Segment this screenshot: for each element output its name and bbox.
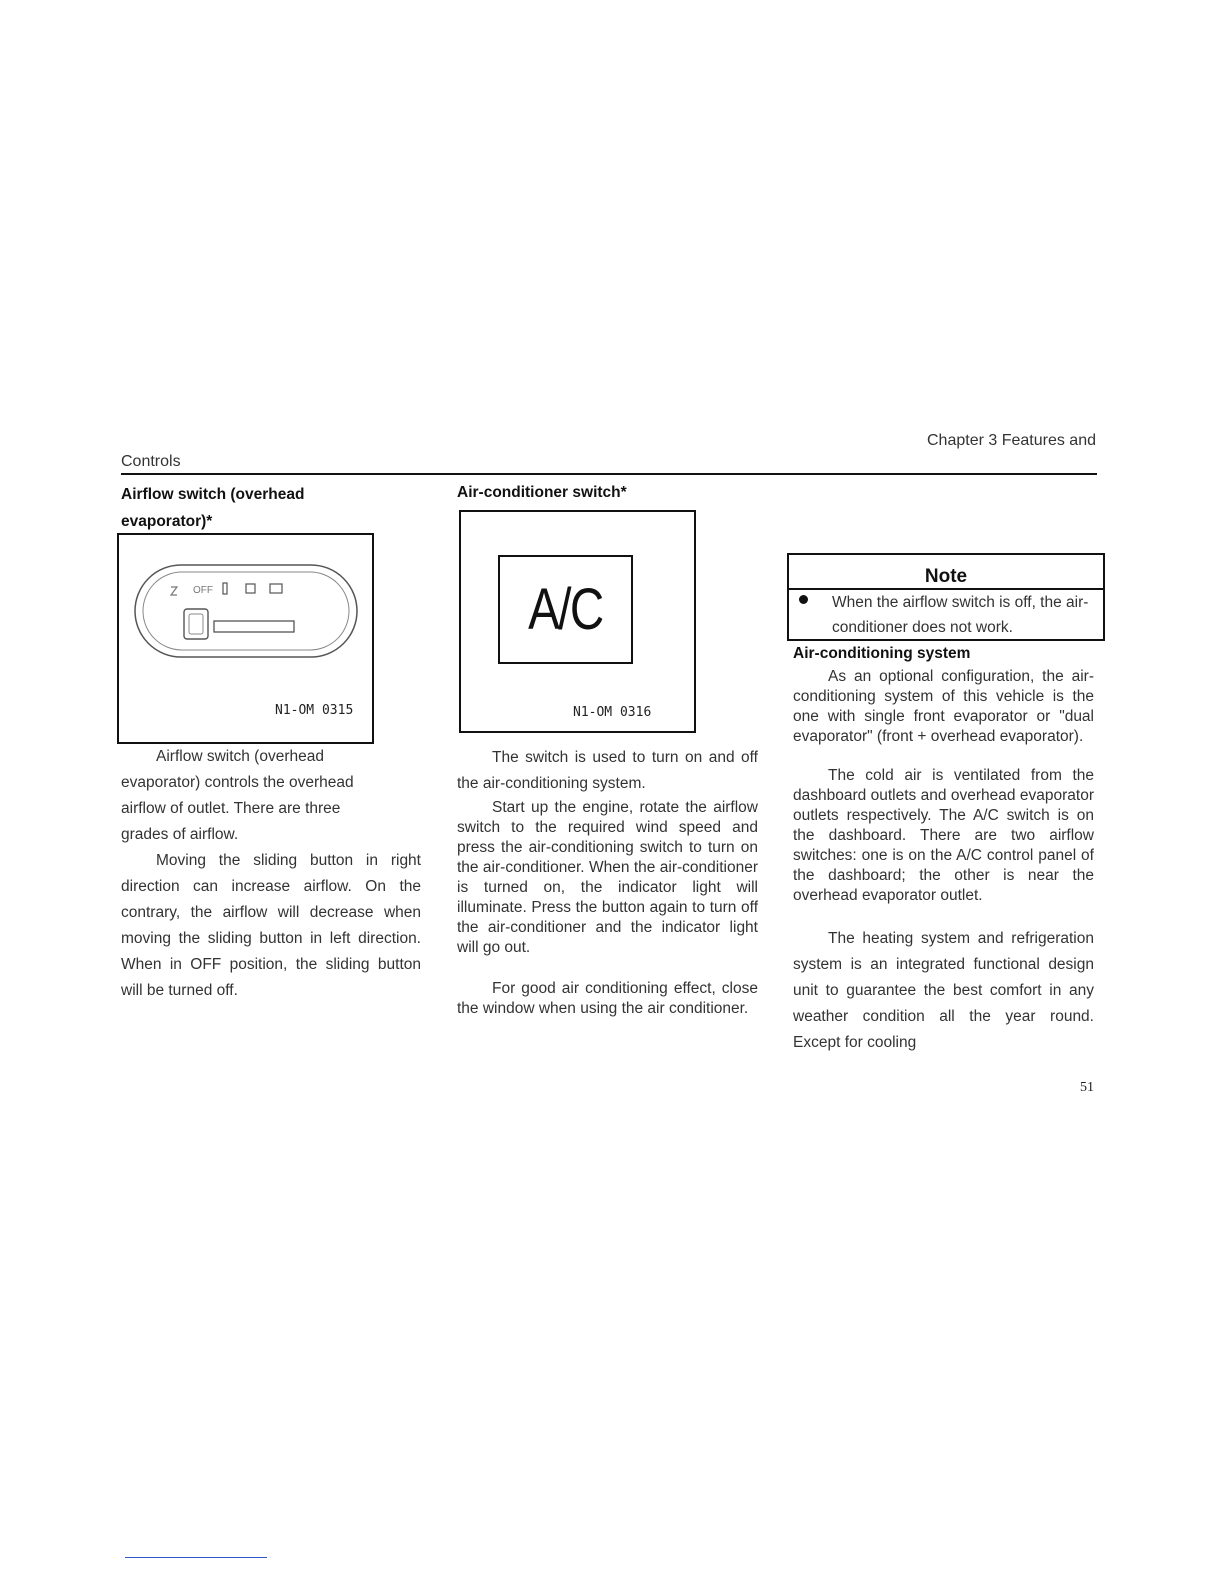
ac-system-heading: Air-conditioning system <box>793 645 971 662</box>
speed-mark-1 <box>223 583 227 594</box>
airflow-switch-figure <box>117 533 374 744</box>
heading-line: Airflow switch (overhead <box>121 486 305 503</box>
fan-icon <box>171 587 177 595</box>
heading-line: evaporator)* <box>121 513 213 530</box>
text-line: airflow of outlet. There are three <box>121 800 341 817</box>
header-rule <box>121 473 1097 475</box>
ac-system-integrated-paragraph: The heating system and refrigeration system is an integrated functional design unit to guarantee the best comfort in any weather condition all the year round. Except for cooling <box>793 930 1094 1051</box>
ac-switch-intro-paragraph: The switch is used to turn on and off the air-conditioning system. <box>457 749 758 792</box>
airflow-switch-heading <box>121 481 421 535</box>
slider-track <box>214 621 294 632</box>
text-line: grades of airflow. <box>121 826 239 843</box>
speed-mark-2 <box>246 584 255 593</box>
note-item <box>789 590 1103 640</box>
ac-system-intro-paragraph: As an optional configuration, the air-conditioning system of this vehicle is the one with single front evaporator or "dual evaporator" (front + overhead evaporator). <box>793 668 1094 745</box>
chapter-title-left: Controls <box>121 453 181 470</box>
ac-button <box>498 555 633 664</box>
airflow-intro-paragraph <box>121 744 421 848</box>
ac-switch-tip-paragraph: For good air conditioning effect, close the window when using the air conditioner. <box>457 980 758 1017</box>
speed-mark-3 <box>270 584 282 593</box>
ac-switch-operation-paragraph: Start up the engine, rotate the airflow switch to the required wind speed and press the air-conditioning switch to turn on the air-conditioner. When the air-conditioner is turned on, the indicator light will illuminate. Press the button again to turn off the air-conditioner and the indicator light will go out. <box>457 799 758 956</box>
ac-switch-figure <box>459 510 696 733</box>
ac-system-outlets-paragraph: The cold air is ventilated from the dashboard outlets and overhead evaporator outlets respectively. The A/C switch is on the dashboard. There are two airflow switches: one is on the A/C control panel of the dashboard; the other is near the overhead evaporator outlet. <box>793 767 1094 904</box>
figure-code: N1-OM 0315 <box>275 703 354 718</box>
note-text: When the airflow switch is off, the air-conditioner does not work. <box>832 594 1089 636</box>
bullet-icon <box>799 595 808 604</box>
airflow-slider-paragraph: Moving the sliding button in right direction can increase airflow. On the contrary, the airflow will decrease when moving the sliding button in left direction. When in OFF position, the sliding button will be turned off. <box>121 852 421 999</box>
ac-label: A/C <box>528 577 603 642</box>
ac-switch-heading: Air-conditioner switch* <box>457 484 627 501</box>
chapter-title-right: Chapter 3 Features and <box>927 432 1096 449</box>
footnote-rule <box>125 1557 267 1558</box>
figure-code: N1-OM 0316 <box>573 705 652 720</box>
page-number: 51 <box>1080 1080 1094 1095</box>
note-title: Note <box>789 555 1103 590</box>
text-line: Airflow switch (overhead <box>156 748 324 765</box>
off-label: OFF <box>193 585 213 596</box>
note-box <box>787 553 1105 641</box>
text-line: evaporator) controls the overhead <box>121 774 354 791</box>
